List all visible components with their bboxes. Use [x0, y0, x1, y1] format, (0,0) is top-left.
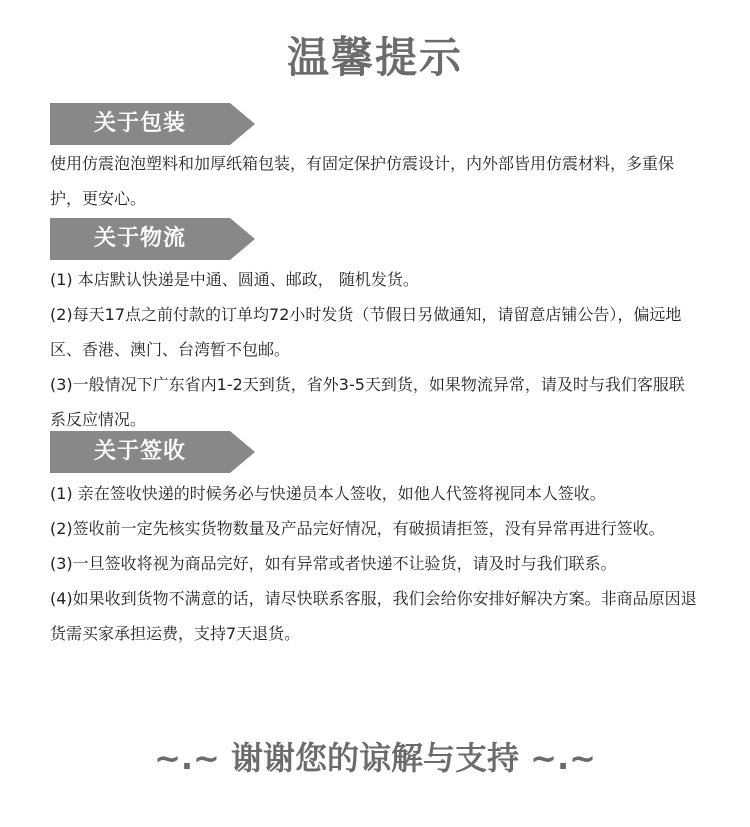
section-header-logistics — [50, 218, 255, 260]
paragraph: (2)签收前一定先核实货物数量及产品完好情况，有破损请拒签，没有异常再进行签收。 — [50, 519, 665, 538]
paragraph: (2)每天17点之前付款的订单均72小时发货（节假日另做通知，请留意店铺公告），偏远地区、香港、澳门、台湾暂不包邮。 — [50, 305, 682, 359]
section-body-logistics — [50, 262, 700, 437]
paragraph: (1) 亲在签收快递的时候务必与快递员本人签收，如他人代签将视同本人签收。 — [50, 484, 606, 503]
section-heading: 关于签收 — [93, 439, 186, 464]
paragraph: (4)如果收到货物不满意的话，请尽快联系客服，我们会给你安排好解决方案。非商品原因退货需买家承担运费，支持7天退货。 — [50, 589, 697, 643]
paragraph: 使用仿震泡泡塑料和加厚纸箱包装，有固定保护仿震设计，内外部皆用仿震材料，多重保护，更安心。 — [50, 154, 675, 208]
paragraph: (3)一般情况下广东省内1-2天到货，省外3-5天到货，如果物流异常，请及时与我们客服联系反应情况。 — [50, 375, 685, 429]
paragraph: (1) 本店默认快递是中通、圆通、邮政， 随机发货。 — [50, 270, 419, 289]
section-body-receipt — [50, 476, 700, 651]
section-heading: 关于物流 — [93, 226, 186, 251]
page-title: 温馨提示 — [286, 33, 463, 82]
section-body-packaging — [50, 146, 700, 216]
section-header-receipt — [50, 431, 255, 473]
footer-thanks: ~.~ 谢谢您的谅解与支持 ~.~ — [154, 739, 596, 777]
section-heading: 关于包装 — [93, 111, 186, 136]
section-header-packaging — [50, 103, 255, 145]
paragraph: (3)一旦签收将视为商品完好，如有异常或者快递不让验货，请及时与我们联系。 — [50, 554, 617, 573]
